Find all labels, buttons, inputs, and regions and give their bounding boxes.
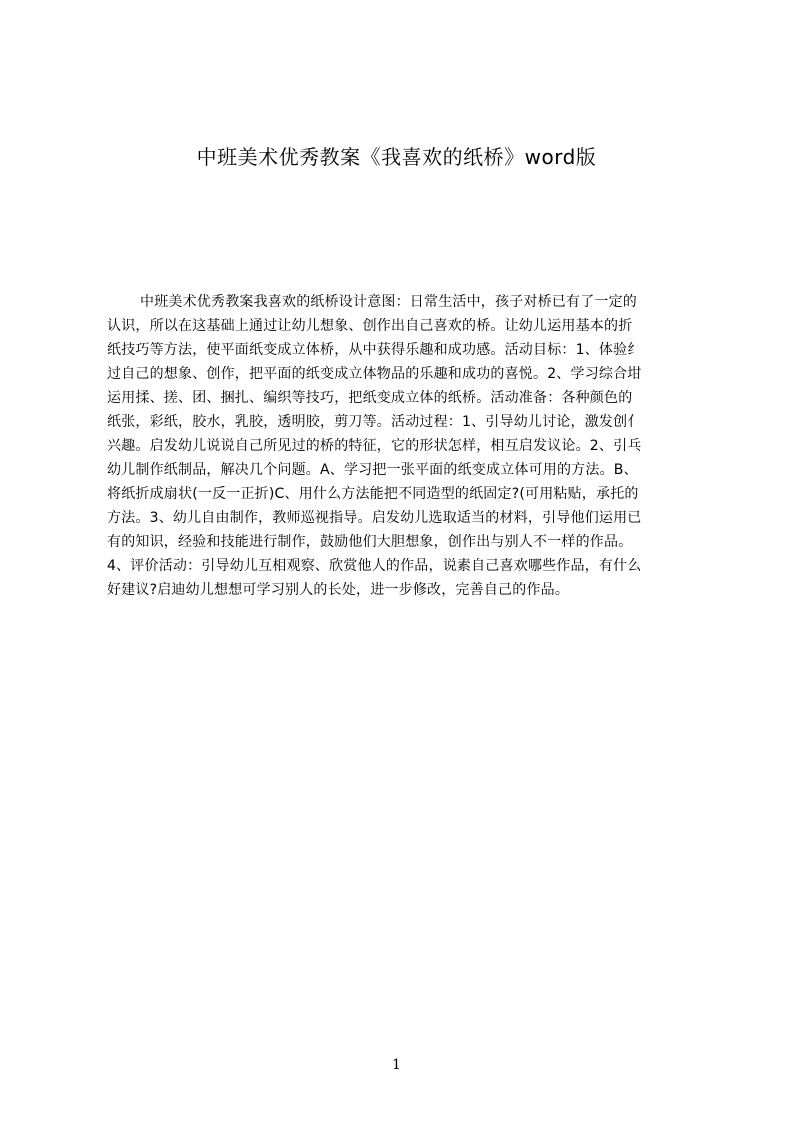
page-number: 1 [392, 1057, 401, 1073]
body-line: 认识，所以在这基础上通过让幼儿想象、创作出自己喜欢的桥。让幼儿运用基本的折 [107, 318, 633, 334]
body-line: 有的知识，经验和技能进行制作，鼓励他们大胆想象，创作出与别人不一样的作品。 [107, 534, 633, 550]
body-line: 好建议?启迪幼儿想想可学习别人的长处，进一步修改，完善自己的作品。 [107, 582, 570, 598]
body-line: 中班美术优秀教案我喜欢的纸桥设计意图：日常生活中，孩子对桥已有了一定的 [140, 294, 637, 310]
body-line: 方法。3、幼儿自由制作，教师巡视指导。启发幼儿选取适当的材料，引导他们运用已 [107, 510, 642, 526]
document-title: 中班美术优秀教案《我喜欢的纸桥》word版 [196, 145, 597, 169]
body-line: 将纸折成扇状(一反一正折)C、用什么方法能把不同造型的纸固定?(可用粘贴，承托的 [107, 486, 639, 502]
body-line: 兴趣。启发幼儿说说自己所见过的桥的特征，它的形状怎样，相互启发议论。2、引乓 [107, 438, 642, 454]
body-line: 4、评价活动：引导幼儿互相观察、欣赏他人的作品，说素自己喜欢哪些作品，有什么 [107, 558, 642, 574]
body-line: 过自己的想象、创作，把平面的纸变成立体物品的乐趣和成功的喜悦。2、学习综合坩 [107, 366, 642, 382]
body-line: 纸张，彩纸，胶水，乳胶，透明胶，剪刀等。活动过程：1、引导幼儿讨论，激发创亻 [107, 414, 642, 430]
body-line: 运用揉、搓、团、捆扎、编织等技巧，把纸变成立体的纸桥。活动准备：各种颜色的 [107, 390, 633, 406]
body-line: 纸技巧等方法，使平面纸变成立体桥，从中获得乐趣和成功感。活动目标：1、体验纟 [107, 342, 642, 358]
body-line: 幼儿制作纸制品，解决几个问题。A、学习把一张平面的纸变成立体可用的方法。B、 [107, 462, 638, 478]
document-body [107, 290, 697, 640]
